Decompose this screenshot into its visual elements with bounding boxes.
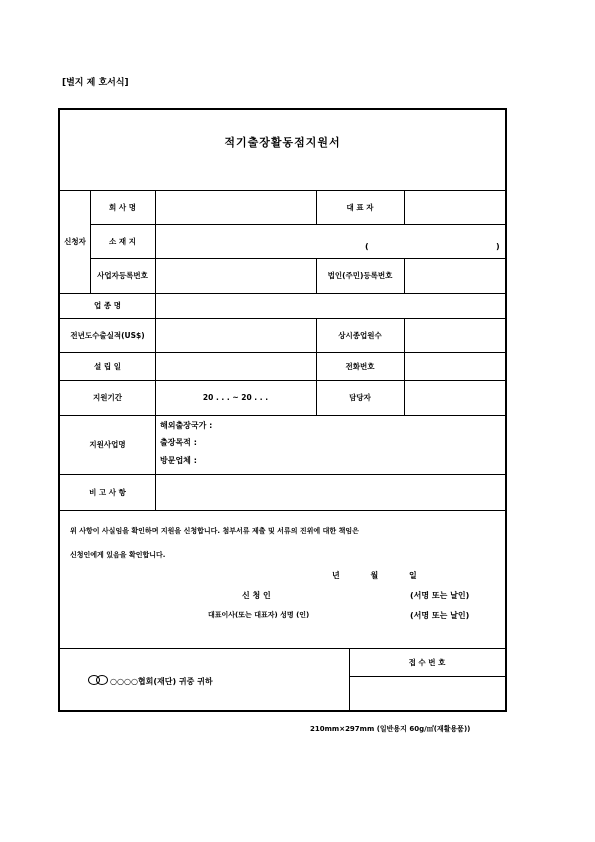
corp-reg-no-field[interactable] [406,260,503,291]
company-name-label: 회 사 명 [109,202,136,212]
seal-circle-icon-2 [96,675,108,685]
company-name-field[interactable] [157,192,314,222]
address-paren-open: ( [365,242,369,251]
period-value: 20 . . . ~ 20 . . . [202,393,269,402]
signature-note-2: (서명 또는 날인) [410,611,470,620]
contact-field[interactable] [406,382,503,413]
application-form [58,108,507,712]
declaration-line-2: 신청인에게 있음을 확인합니다. [70,551,166,559]
declaration-line-1: 위 사항이 사실임을 확인하며 지원을 신청합니다. 첨부서류 제출 및 서류의 진위에 대한 책임은 [70,527,359,535]
address-field[interactable] [157,226,503,256]
representative-label: 대 표 자 [346,202,374,212]
detail-line-1: 해외출장국가 : [160,421,213,430]
employees-field[interactable] [406,320,503,350]
declaration-date: 년 월 일 [332,571,417,580]
remarks-label: 비 고 사 항 [89,487,126,497]
applicant-section-label: 신청자 [64,236,86,246]
declaration-representative: 대표이사(또는 대표자) 성명 (인) [208,611,310,619]
business-reg-no-label: 사업자등록번호 [97,271,148,280]
signature-note-1: (서명 또는 날인) [410,591,470,600]
receipt-number-label: 접 수 번 호 [408,657,446,667]
representative-field[interactable] [406,192,503,222]
address-label: 소 재 지 [109,236,136,246]
founded-date-label: 설 립 일 [94,361,121,371]
address-paren-close: ) [496,242,500,251]
recipient-label: ○○○○협회(재단) 귀중 귀하 [110,677,213,686]
form-title: 적기출장활동점지원서 [224,136,341,149]
business-type-label: 업 종 명 [94,301,121,310]
paper-size-note: 210mm×297mm (일반용지 60g/㎡(재활용품)) [310,725,471,733]
corp-reg-no-label: 법인(주민)등록번호 [327,271,393,280]
remarks-field[interactable] [157,476,503,508]
phone-label: 전화번호 [345,361,375,371]
period-label: 지원기간 [93,393,122,402]
founded-date-field[interactable] [157,354,314,378]
form-number: [별지 제 호서식] [62,78,129,88]
project-applied-label: 지원사업명 [89,440,126,449]
export-amount-label: 전년도수출실적(US$) [70,330,145,340]
applicant-label: 신 청 인 [242,591,271,600]
detail-line-3: 방문업체 : [160,456,197,465]
phone-field[interactable] [406,354,503,378]
receipt-number-field[interactable] [351,678,503,710]
contact-label: 담당자 [349,393,371,402]
detail-line-2: 출장목적 : [160,438,197,447]
business-type-field[interactable] [157,295,503,316]
business-reg-no-field[interactable] [157,260,314,291]
export-amount-field[interactable] [157,320,314,350]
employees-label: 상시종업원수 [338,330,382,340]
